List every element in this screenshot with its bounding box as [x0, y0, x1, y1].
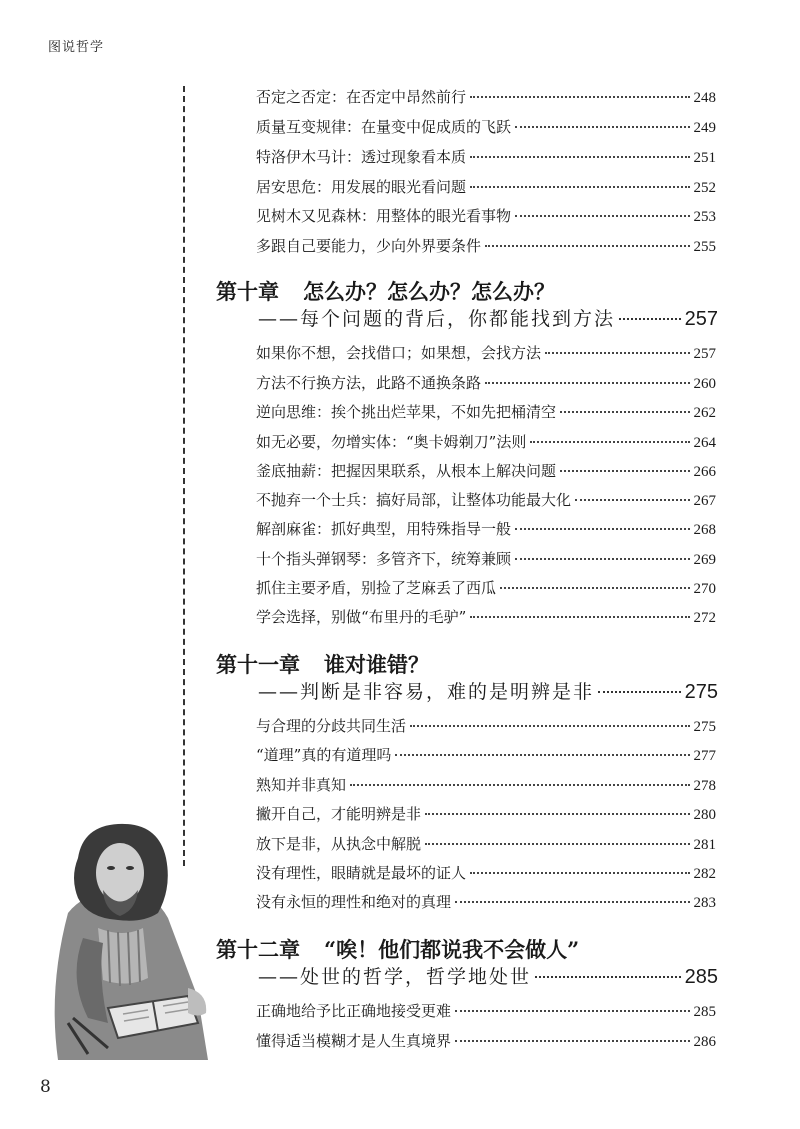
leader-dots	[455, 901, 689, 903]
toc-entry-title: 方法不行换方法，此路不通换条路	[256, 374, 482, 392]
chapter-title: 谁对谁错？	[324, 652, 429, 677]
leader-dots	[470, 156, 689, 158]
chapter-subtitle	[258, 962, 718, 989]
toc-entry[interactable]	[256, 578, 716, 599]
chapter-number: 第十一章	[216, 652, 300, 677]
leader-dots	[598, 691, 681, 693]
toc-entry[interactable]	[256, 607, 716, 628]
leader-dots	[530, 441, 689, 443]
toc-entry[interactable]	[256, 1001, 716, 1022]
toc-entry-page: 283	[693, 895, 716, 911]
toc-entry-title: 见树木又见森林：用整体的眼光看事物	[256, 207, 512, 225]
chapter-page: 275	[684, 681, 718, 703]
toc-entry-page: 286	[693, 1034, 716, 1050]
toc-entry-page: 268	[693, 522, 716, 538]
toc-entry[interactable]	[256, 863, 716, 884]
chapter-title: 怎么办？怎么办？怎么办？	[303, 279, 555, 304]
toc-entry-page: 264	[693, 435, 716, 451]
toc-entry-title: 否定之否定：在否定中昂然前行	[256, 88, 467, 106]
chapter-subtitle-text: ——每个问题的背后，你都能找到方法	[258, 308, 616, 330]
running-head: 图说哲学	[48, 40, 105, 55]
toc-entry-title: 居安思危：用发展的眼光看问题	[256, 178, 467, 196]
leader-dots	[470, 872, 689, 874]
chapter-subtitle	[258, 677, 718, 704]
toc-entry-page: 267	[693, 493, 716, 509]
toc-entry-title: 熟知并非真知	[256, 776, 347, 794]
toc-entry-title: 学会选择，别做“布里丹的毛驴”	[256, 608, 467, 626]
chapter-heading[interactable]	[216, 649, 736, 679]
toc-entry-title: 没有永恒的理性和绝对的真理	[256, 893, 452, 911]
leader-dots	[545, 352, 689, 354]
toc-entry[interactable]	[256, 745, 716, 766]
leader-dots	[515, 528, 689, 530]
leader-dots	[560, 411, 689, 413]
toc-entry-page: 269	[693, 552, 716, 568]
toc-entry-title: 如无必要，勿增实体：“奥卡姆剃刀”法则	[256, 433, 527, 451]
toc-entry[interactable]	[256, 892, 716, 913]
leader-dots	[515, 215, 689, 217]
toc-entry-title: 解剖麻雀：抓好典型，用特殊指导一般	[256, 520, 512, 538]
leader-dots	[395, 754, 689, 756]
toc-entry-title: 逆向思维：挨个挑出烂苹果，不如先把桶清空	[256, 403, 557, 421]
toc-entry-title: 多跟自己要能力，少向外界要条件	[256, 237, 482, 255]
toc-entry-title: 与合理的分歧共同生活	[256, 717, 407, 735]
toc-entry-title: 特洛伊木马计：透过现象看本质	[256, 148, 467, 166]
toc-entry-page: 277	[693, 748, 716, 764]
toc-entry-page: 280	[693, 807, 716, 823]
toc-entry[interactable]	[256, 87, 716, 108]
chapter-subtitle-text: ——判断是非容易，难的是明辨是非	[258, 681, 595, 703]
leader-dots	[470, 96, 689, 98]
toc-entry-title: 正确地给予比正确地接受更难	[256, 1002, 452, 1020]
leader-dots	[619, 318, 681, 320]
toc-entry-title: 没有理性，眼睛就是最坏的证人	[256, 864, 467, 882]
toc-entry[interactable]	[256, 236, 716, 257]
toc-entry-page: 272	[693, 610, 716, 626]
toc-entry-page: 251	[693, 150, 716, 166]
toc-entry[interactable]	[256, 147, 716, 168]
toc-entry-page: 249	[693, 120, 716, 136]
chapter-page: 285	[684, 966, 718, 988]
leader-dots	[575, 499, 689, 501]
toc-entry-page: 275	[693, 719, 716, 735]
toc-entry-page: 255	[693, 239, 716, 255]
toc-entry[interactable]	[256, 373, 716, 394]
leader-dots	[500, 587, 689, 589]
toc-entry[interactable]	[256, 804, 716, 825]
page-number: 8	[40, 1077, 51, 1097]
toc-entry-page: 285	[693, 1004, 716, 1020]
chapter-title: “唉！他们都说我不会做人”	[324, 937, 580, 962]
leader-dots	[425, 813, 689, 815]
toc-entry-page: 266	[693, 464, 716, 480]
leader-dots	[515, 126, 689, 128]
toc-entry-page: 253	[693, 209, 716, 225]
toc-entry-page: 260	[693, 376, 716, 392]
toc-entry-title: 十个指头弹钢琴：多管齐下，统筹兼顾	[256, 550, 512, 568]
toc-entry-title: 不抛弃一个士兵：搞好局部，让整体功能最大化	[256, 491, 572, 509]
toc-entry[interactable]	[256, 117, 716, 138]
toc-entry-title: 釜底抽薪：把握因果联系，从根本上解决问题	[256, 462, 557, 480]
toc-entry[interactable]	[256, 432, 716, 453]
toc-entry[interactable]	[256, 343, 716, 364]
leader-dots	[560, 470, 689, 472]
chapter-heading[interactable]	[216, 276, 736, 306]
toc-entry[interactable]	[256, 490, 716, 511]
toc-entry[interactable]	[256, 402, 716, 423]
leader-dots	[425, 843, 689, 845]
leader-dots	[350, 784, 689, 786]
toc-entry-title: “道理”真的有道理吗	[256, 746, 392, 764]
toc-entry-page: 248	[693, 90, 716, 106]
leader-dots	[485, 245, 689, 247]
chapter-subtitle	[258, 304, 718, 331]
toc-entry-page: 262	[693, 405, 716, 421]
toc-entry[interactable]	[256, 834, 716, 855]
leader-dots	[470, 186, 689, 188]
leader-dots	[410, 725, 689, 727]
toc-entry-title: 懂得适当模糊才是人生真境界	[256, 1032, 452, 1050]
leader-dots	[535, 976, 681, 978]
leader-dots	[455, 1040, 689, 1042]
toc-entry-title: 如果你不想，会找借口；如果想，会找方法	[256, 344, 542, 362]
toc-entry[interactable]	[256, 177, 716, 198]
leader-dots	[485, 382, 689, 384]
toc-entry-title: 放下是非，从执念中解脱	[256, 835, 422, 853]
toc-entry[interactable]	[256, 775, 716, 796]
chapter-subtitle-text: ——处世的哲学，哲学地处世	[258, 966, 532, 988]
toc-entry[interactable]	[256, 549, 716, 570]
chapter-page: 257	[684, 308, 718, 330]
leader-dots	[515, 558, 689, 560]
chapter-number: 第十二章	[216, 937, 300, 962]
toc-entry-page: 252	[693, 180, 716, 196]
leader-dots	[455, 1010, 689, 1012]
leader-dots	[470, 616, 689, 618]
toc-entry-page: 282	[693, 866, 716, 882]
chapter-heading[interactable]	[216, 934, 736, 964]
toc-entry-page: 270	[693, 581, 716, 597]
chapter-number: 第十章	[216, 279, 279, 304]
toc-entry[interactable]	[256, 519, 716, 540]
toc-entry-page: 278	[693, 778, 716, 794]
toc-entry[interactable]	[256, 1031, 716, 1052]
toc-entry-title: 质量互变规律：在量变中促成质的飞跃	[256, 118, 512, 136]
toc-entry-title: 撇开自己，才能明辨是非	[256, 805, 422, 823]
toc-entry-page: 281	[693, 837, 716, 853]
toc-entry-title: 抓住主要矛盾，别捡了芝麻丢了西瓜	[256, 579, 497, 597]
toc-entry[interactable]	[256, 206, 716, 227]
philosopher-portrait-illustration	[48, 818, 213, 1060]
toc-entry[interactable]	[256, 461, 716, 482]
toc-entry[interactable]	[256, 716, 716, 737]
toc-entry-page: 257	[693, 346, 716, 362]
